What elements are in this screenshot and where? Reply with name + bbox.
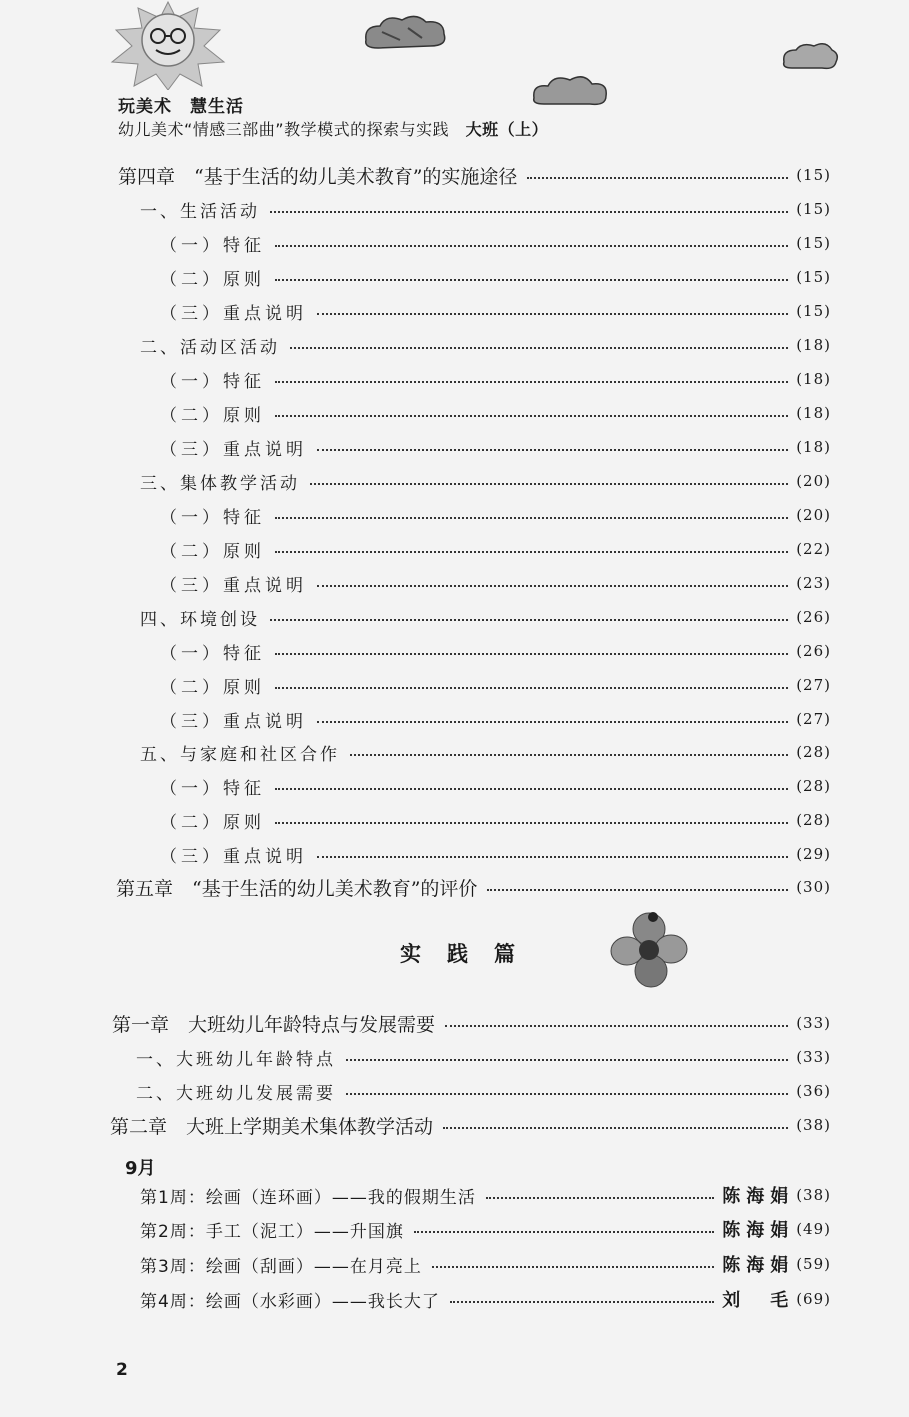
cloud-icon [360, 12, 450, 52]
author-name: 刘 毛 [722, 1290, 795, 1311]
toc-entry[interactable]: （一）特征 (20) [160, 506, 831, 528]
sun-with-glasses-icon [108, 0, 228, 90]
author-name: 陈海娟 [722, 1220, 795, 1241]
toc-entry[interactable]: 第1周：绘画（连环画）——我的假期生活 陈海娟 (38) [140, 1180, 831, 1210]
toc-entry[interactable]: （三）重点说明 (15) [160, 302, 831, 324]
toc-entry[interactable]: 一、大班幼儿年龄特点 (33) [136, 1048, 831, 1070]
author-name: 陈海娟 [722, 1186, 795, 1207]
toc-entry[interactable]: 五、与家庭和社区合作 (28) [140, 743, 831, 765]
toc-entry[interactable]: 三、集体教学活动 (20) [140, 472, 831, 494]
book-subtitle: 幼儿美术“情感三部曲”教学模式的探索与实践 大班（上） [118, 120, 549, 139]
toc-entry[interactable]: （一）特征 (15) [160, 234, 831, 256]
toc-entry[interactable]: （三）重点说明 (29) [160, 845, 831, 867]
toc-entry[interactable]: （二）原则 (18) [160, 404, 831, 426]
toc-entry[interactable]: 一、生活活动 (15) [140, 200, 831, 222]
author-name: 陈海娟 [722, 1255, 795, 1276]
toc-entry[interactable]: （三）重点说明 (23) [160, 574, 831, 596]
part-title: 实践篇 [400, 942, 541, 966]
month-heading: 9月 [125, 1158, 156, 1179]
toc-entry[interactable]: （一）特征 (28) [160, 777, 831, 799]
toc-entry[interactable]: （二）原则 (28) [160, 811, 831, 833]
cloud-icon [530, 72, 610, 108]
toc-entry[interactable]: 第二章 大班上学期美术集体教学活动 (38) [110, 1115, 831, 1138]
flower-icon [605, 905, 695, 995]
toc-entry[interactable]: 第一章 大班幼儿年龄特点与发展需要 (33) [112, 1013, 831, 1036]
toc-entry[interactable]: 二、大班幼儿发展需要 (36) [136, 1082, 831, 1104]
toc-entry[interactable]: 二、活动区活动 (18) [140, 336, 831, 358]
toc-entry[interactable]: （一）特征 (18) [160, 370, 831, 392]
page-number: 2 [116, 1360, 128, 1380]
cloud-icon [780, 40, 840, 72]
toc-entry[interactable]: （三）重点说明 (27) [160, 710, 831, 732]
toc-entry[interactable]: 第五章 “基于生活的幼儿美术教育”的评价 (30) [116, 877, 831, 900]
book-title: 玩美术 慧生活 [118, 97, 244, 117]
toc-entry[interactable]: （二）原则 (27) [160, 676, 831, 698]
toc-entry[interactable]: 第2周：手工（泥工）——升国旗 陈海娟 (49) [140, 1214, 831, 1244]
toc-entry[interactable]: （一）特征 (26) [160, 642, 831, 664]
toc-entry[interactable]: （二）原则 (22) [160, 540, 831, 562]
toc-entry[interactable]: （二）原则 (15) [160, 268, 831, 290]
toc-entry[interactable]: 第3周：绘画（刮画）——在月亮上 陈海娟 (59) [140, 1249, 831, 1279]
toc-entry[interactable]: 第4周：绘画（水彩画）——我长大了 刘 毛 (69) [140, 1284, 831, 1314]
toc-entry[interactable]: 第四章 “基于生活的幼儿美术教育”的实施途径 (15) [118, 165, 831, 188]
toc-entry[interactable]: 四、环境创设 (26) [140, 608, 831, 630]
toc-entry[interactable]: （三）重点说明 (18) [160, 438, 831, 460]
